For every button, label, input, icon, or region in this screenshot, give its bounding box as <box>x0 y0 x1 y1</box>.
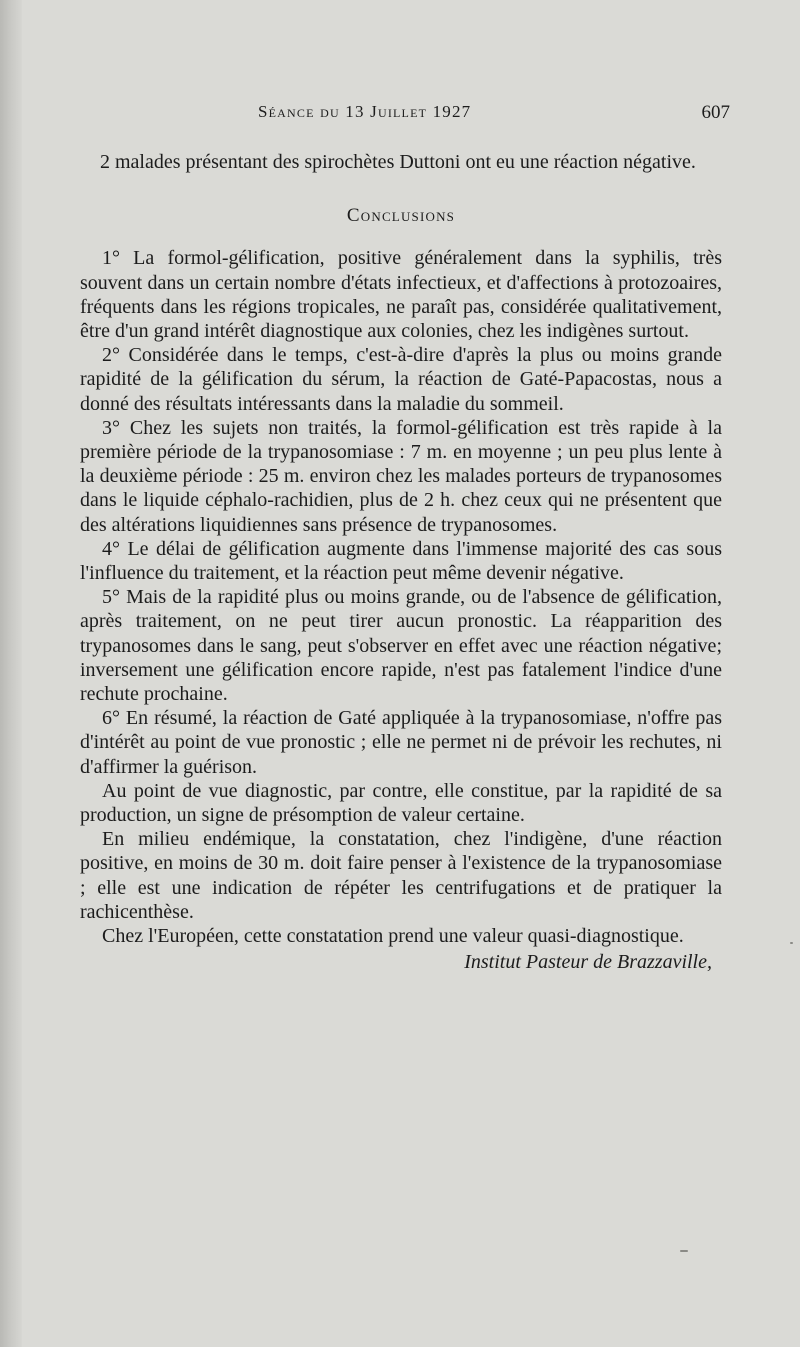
conclusion-5: 5° Mais de la rapidité plus ou moins grande, ou de l'absence de gélification, après traitement, on ne peut tirer aucun pronostic. La réapparition des trypanosomes dans le sang, peut s'observer en effet avec une réaction négative; inversement une gélification encore rapide, n'est pas fatalement l'indice d'une rechute prochaine. <box>80 586 722 706</box>
print-speck <box>680 1250 688 1252</box>
body-text <box>80 150 722 975</box>
conclusion-1: 1° La formol-gélification, positive généralement dans la syphilis, très souvent dans un certain nombre d'états infectieux, et d'affections à protozoaires, fréquents dans les régions tropicales, ne paraît pas, considérée qualitativement, être d'un grand intérêt diagnostique aux colonies, chez les indigènes surtout. <box>80 247 722 343</box>
endemic-paragraph: En milieu endémique, la constatation, chez l'indigène, d'une réaction positive, en moins de 30 m. doit faire penser à l'existence de la trypanosomiase ; elle est une indication de répéter les centrifugations et de pratiquer la rachicenthèse. <box>80 828 722 923</box>
diagnostic-paragraph: Au point de vue diagnostic, par contre, elle constitue, par la rapidité de sa production, un signe de présomption de valeur certaine. <box>80 779 722 827</box>
page-number: 607 <box>701 102 730 123</box>
institution-signature: Institut Pasteur de Brazzaville, <box>464 951 712 974</box>
conclusion-2: 2° Considérée dans le temps, c'est-à-dire d'après la plus ou moins grande rapidité de la gélification du sérum, la réaction de Gaté-Papacostas, nous a donné des résultats intéressants dans la maladie du sommeil. <box>80 344 722 415</box>
conclusion-6: 6° En résumé, la réaction de Gaté appliquée à la trypanosomiase, n'offre pas d'intérêt au point de vue pronostic ; elle ne permet ni de prévoir les rechutes, ni d'affirmer la guérison. <box>80 707 722 778</box>
conclusion-3: 3° Chez les sujets non traités, la formol-gélification est très rapide à la première période de la trypanosomiase : 7 m. en moyenne ; un peu plus lente à la deuxième période : 25 m. environ chez les malades porteurs de trypanosomes dans le liquide céphalo-rachidien, plus de 2 h. chez ceux qui ne présentent que des altérations liquidiennes sans présence de trypanosomes. <box>80 416 722 536</box>
section-heading: Conclusions <box>346 205 456 227</box>
print-speck <box>790 942 793 944</box>
page-header <box>258 98 730 128</box>
intro-paragraph: 2 malades présentant des spirochètes Duttoni ont eu une réaction négative. <box>100 151 696 173</box>
conclusion-4: 4° Le délai de gélification augmente dans l'immense majorité des cas sous l'influence du traitement, et la réaction peut même devenir négative. <box>80 537 722 585</box>
european-paragraph: Chez l'Européen, cette constatation prend une valeur quasi-diagnostique. <box>102 925 684 948</box>
running-head: Séance du 13 Juillet 1927 <box>258 102 472 121</box>
